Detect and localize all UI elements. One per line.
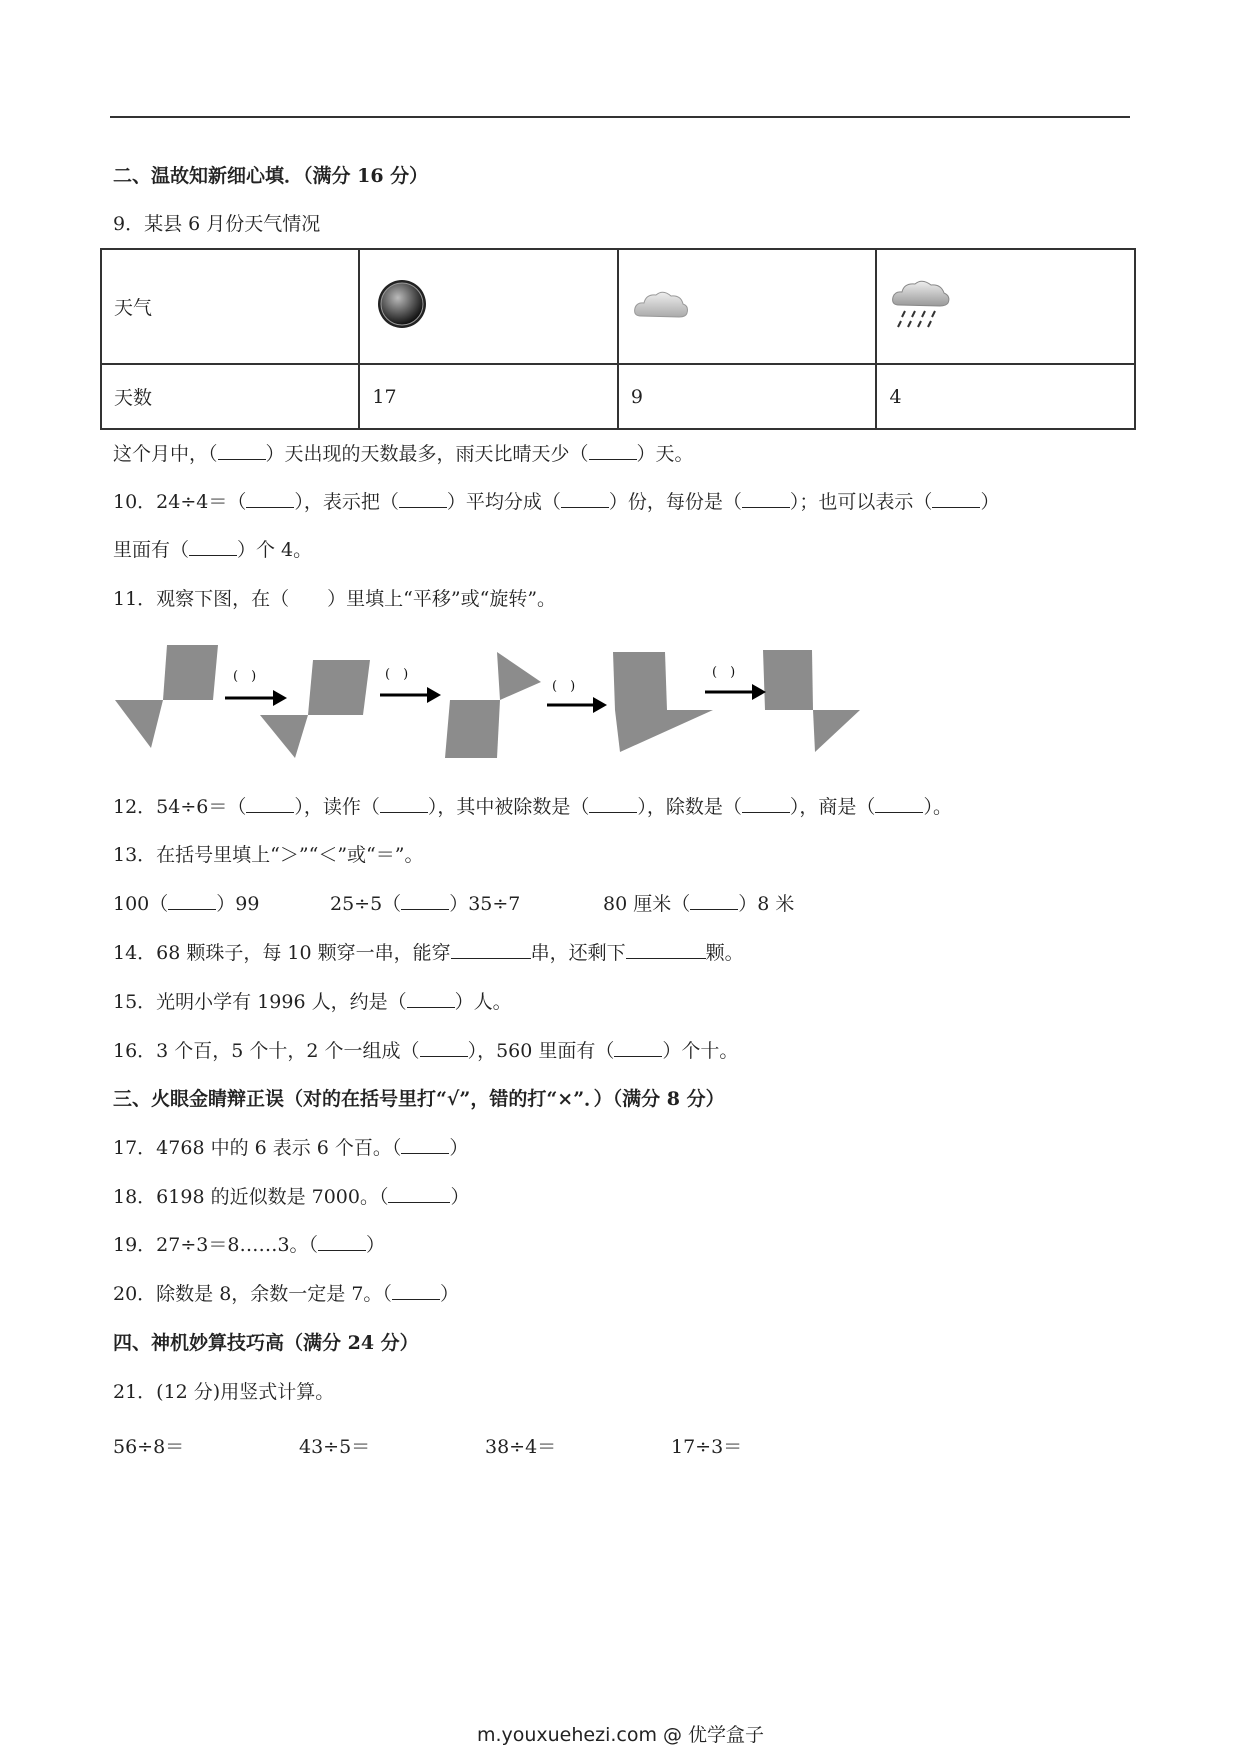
q12: 12．54÷6＝（ ），读作（ ），其中被除数是（ ），除数是（ ），商是（ ）。 (113, 796, 952, 818)
weather-table (100, 248, 1136, 430)
answer-blank[interactable] (318, 1234, 366, 1251)
q20: 20．除数是 8，余数一定是 7。（ ） (113, 1283, 459, 1305)
q9-fill: 这个月中，（ ）天出现的天数最多，雨天比晴天少（ ）天。 (113, 443, 694, 465)
calc-item-2: 43÷5＝ (299, 1436, 371, 1458)
answer-blank[interactable] (561, 491, 609, 508)
answer-blank[interactable] (189, 539, 237, 556)
figure-2-square (308, 660, 370, 715)
answer-blank[interactable] (742, 796, 790, 813)
q17: 17．4768 中的 6 表示 6 个百。（ ） (113, 1137, 469, 1159)
footer-watermark[interactable]: m.youxuehezi.com @ 优学盒子 (476, 1724, 765, 1746)
answer-blank[interactable] (218, 443, 266, 460)
weather-row (101, 249, 1135, 364)
q14: 14．68 颗珠子，每 10 颗穿一串，能穿 串，还剩下 颗。 (113, 942, 744, 964)
section-3-title: 三、火眼金睛辩正误（对的在括号里打“√”，错的打“×”．）（满分 8 分） (113, 1088, 725, 1110)
answer-blank[interactable] (690, 893, 738, 910)
q11-stem: 11．观察下图，在（ ）里填上“平移”或“旋转”。 (113, 588, 557, 610)
arrow-2-paren: ( ) (385, 667, 409, 682)
sunny-days: 17 (359, 364, 618, 429)
answer-blank[interactable] (451, 942, 531, 959)
q13-item-3: 80 厘米（ ）8 米 (603, 893, 795, 915)
q10-line1: 10．24÷4＝（ ），表示把（ ）平均分成（ ）份，每份是（ ）；也可以表示（ ） (113, 491, 1000, 513)
q16: 16．3 个百，5 个十，2 个一组成（ ），560 里面有（ ）个十。 (113, 1040, 739, 1062)
answer-blank[interactable] (875, 796, 923, 813)
answer-blank[interactable] (407, 991, 455, 1008)
answer-blank[interactable] (246, 491, 294, 508)
rainy-days: 4 (876, 364, 1135, 429)
figure-1-triangle (115, 700, 163, 748)
arrow-1-paren: ( ) (233, 669, 257, 684)
calc-item-1: 56÷8＝ (113, 1436, 185, 1458)
weather-label: 天气 (101, 249, 359, 364)
answer-blank[interactable] (932, 491, 980, 508)
q9-stem: 9．某县 6 月份天气情况 (113, 213, 321, 235)
q18: 18．6198 的近似数是 7000。（ ） (113, 1186, 470, 1208)
sun-icon (372, 277, 432, 331)
figure-4-square (613, 652, 667, 710)
cloud-icon (631, 284, 691, 324)
answer-blank[interactable] (392, 1283, 440, 1300)
figure-2-triangle (260, 715, 308, 758)
figure-4-triangle (615, 710, 713, 752)
figure-1-square (163, 645, 218, 700)
answer-blank[interactable] (168, 893, 216, 910)
answer-blank[interactable] (401, 1137, 449, 1154)
answer-blank[interactable] (246, 796, 294, 813)
section-4-title: 四、神机妙算技巧高（满分 24 分） (113, 1332, 419, 1354)
answer-blank[interactable] (742, 491, 790, 508)
q10-line2: 里面有（ ）个 4。 (113, 539, 313, 561)
cloudy-days: 9 (618, 364, 877, 429)
q15: 15．光明小学有 1996 人，约是（ ）人。 (113, 991, 512, 1013)
q13-item-1: 100（ ）99 (113, 893, 260, 915)
section-2-title: 二、温故知新细心填．（满分 16 分） (113, 165, 429, 187)
rainy-cell (876, 249, 1135, 364)
figure-5-square (763, 650, 813, 710)
q13-item-2: 25÷5（ ）35÷7 (330, 893, 521, 915)
answer-blank[interactable] (589, 796, 637, 813)
days-row (101, 364, 1135, 429)
calc-item-3: 38÷4＝ (485, 1436, 557, 1458)
figure-3-triangle (497, 652, 541, 700)
q19: 19．27÷3＝8……3。（ ） (113, 1234, 386, 1256)
top-rule (110, 116, 1130, 118)
answer-blank[interactable] (388, 1186, 450, 1203)
days-label: 天数 (101, 364, 359, 429)
answer-blank[interactable] (380, 796, 428, 813)
rain-cloud-icon (889, 275, 953, 333)
answer-blank[interactable] (626, 942, 706, 959)
transform-figure (115, 640, 875, 760)
q21-stem: 21．(12 分)用竖式计算。 (113, 1381, 335, 1403)
answer-blank[interactable] (401, 893, 449, 910)
answer-blank[interactable] (399, 491, 447, 508)
arrow-3-paren: ( ) (552, 679, 576, 694)
answer-blank[interactable] (589, 443, 637, 460)
arrow-4-paren: ( ) (712, 665, 736, 680)
q13-stem: 13．在括号里填上“＞”“＜”或“＝”。 (113, 844, 424, 866)
sunny-cell (359, 249, 618, 364)
cloudy-cell (618, 249, 877, 364)
figure-5-triangle (813, 710, 860, 752)
answer-blank[interactable] (614, 1040, 662, 1057)
calc-item-4: 17÷3＝ (671, 1436, 743, 1458)
answer-blank[interactable] (420, 1040, 468, 1057)
figure-3-square (445, 700, 500, 758)
